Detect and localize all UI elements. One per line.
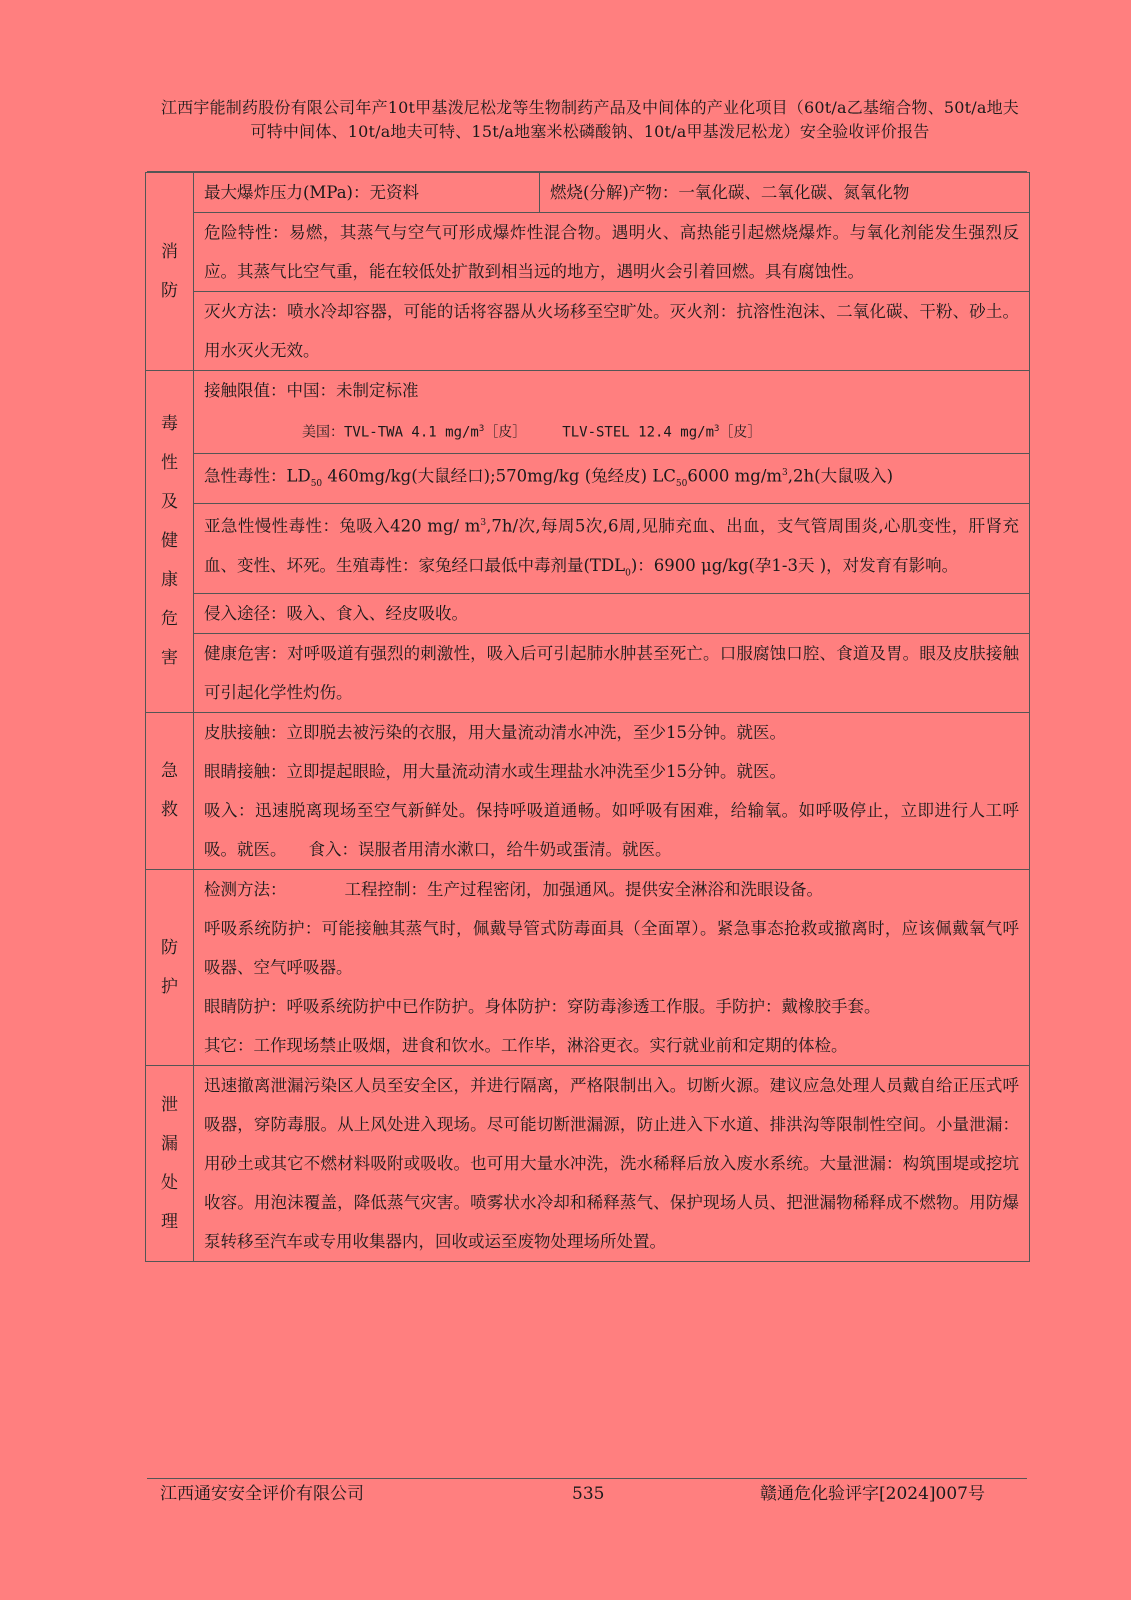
engineering-control-text: 工程控制：生产过程密闭，加强通风。提供安全淋浴和洗眼设备。 xyxy=(344,880,823,900)
acute-sub1: 50 xyxy=(310,478,323,489)
detection-method-text: 检测方法： xyxy=(204,880,287,900)
chronic-b: ,7h/次,每周5次,6周,见肺充血、出血，支气管周围炎,心肌变性，肝肾充血、变性、坏死。生殖毒性：家兔经口最低中毒剂量(TDL xyxy=(204,516,1019,575)
eye-body-protection-text: 眼睛防护：呼吸系统防护中已作防护。身体防护：穿防毒渗透工作服。手防护：戴橡胶手套。 xyxy=(204,997,881,1017)
footer-divider xyxy=(147,1478,1027,1479)
combustion-products-text: 燃烧(分解)产物：一氧化碳、二氧化碳、氮氧化物 xyxy=(550,183,910,202)
chronic-toxicity-line xyxy=(204,504,1019,593)
combustion-products-cell xyxy=(540,173,1030,213)
first-aid-category-label: 急救 xyxy=(161,761,178,821)
limit-stel-sup: 3 xyxy=(714,424,720,434)
footer-page-number: 535 xyxy=(572,1484,605,1504)
inhalation-text: 吸入：迅速脱离现场至空气新鲜处。保持呼吸道通畅。如呼吸有困难，给输氧。如呼吸停止，立即进行人工呼吸。就医。 xyxy=(204,801,1019,860)
max-pressure-text: 最大爆炸压力(MPa)：无资料 xyxy=(204,183,419,202)
tox-row-health xyxy=(146,634,1030,713)
entry-route-cell xyxy=(194,594,1030,634)
limit-us-mid: ［皮］ xyxy=(484,424,527,441)
acute-sub2: 50 xyxy=(675,478,688,489)
toxicity-category-label: 毒性及健康危害 xyxy=(161,414,178,669)
fire-row-hazard xyxy=(146,213,1030,292)
limit-stel-suffix: ［皮］ xyxy=(719,424,762,441)
acute-toxicity-cell xyxy=(194,453,1030,504)
tox-row-acute xyxy=(146,453,1030,504)
fire-row-pressure xyxy=(146,173,1030,213)
first-aid-category-cell xyxy=(146,713,194,870)
fire-category-cell xyxy=(146,173,194,371)
skin-contact-text: 皮肤接触：立即脱去被污染的衣服，用大量流动清水冲洗，至少15分钟。就医。 xyxy=(204,723,786,743)
leak-category-label: 泄漏处理 xyxy=(161,1094,178,1232)
acute-toxicity-line xyxy=(204,454,1019,504)
acute-c: 6000 mg/m xyxy=(687,466,783,486)
extinguish-cell xyxy=(194,292,1030,371)
footer-doc-code: 赣通危化验评字[2024]007号 xyxy=(760,1484,985,1504)
fire-row-extinguish xyxy=(146,292,1030,371)
acute-d: ,2h(大鼠吸入) xyxy=(787,466,894,486)
protection-cell xyxy=(194,870,1030,1066)
limit-us-prefix: 美国：TVL-TWA 4.1 mg/m xyxy=(302,424,479,441)
acute-b: 460mg/kg(大鼠经口);570mg/kg (兔经皮) LC xyxy=(322,466,676,486)
chronic-toxicity-cell xyxy=(194,504,1030,594)
leak-cell xyxy=(194,1066,1030,1262)
tox-row-limits xyxy=(146,371,1030,454)
tox-row-route xyxy=(146,594,1030,634)
health-hazard-cell xyxy=(194,634,1030,713)
protection-category-label: 防护 xyxy=(161,937,178,997)
entry-route-text: 侵入途径：吸入、食入、经皮吸收。 xyxy=(204,604,468,624)
protection-category-cell xyxy=(146,870,194,1066)
limit-us-line xyxy=(204,410,1019,453)
eye-contact-text: 眼睛接触：立即提起眼睑，用大量流动清水或生理盐水冲洗至少15分钟。就医。 xyxy=(204,762,786,782)
safety-data-table xyxy=(145,172,1030,1262)
max-pressure-cell xyxy=(194,173,540,213)
leak-handling-text: 迅速撤离泄漏污染区人员至安全区，并进行隔离，严格限制出入。切断火源。建议应急处理人员戴自给正压式呼吸器，穿防毒服。从上风处进入现场。尽可能切断泄漏源，防止进入下水道、排洪沟等限制性空间。小量泄漏：用砂土或其它不燃材料吸附或吸收。也可用大量水冲洗，洗水稀释后放入废水系统。大量泄漏：构筑围堤或挖坑收容。用泡沫覆盖，降低蒸气灾害。喷雾状水冷却和稀释蒸气、保护现场人员、把泄漏物稀释成不燃物。用防爆泵转移至汽车或专用收集器内，回收或运至废物处理场所处置。 xyxy=(204,1076,1019,1252)
toxicity-category-cell xyxy=(146,371,194,713)
fire-hazard-cell xyxy=(194,213,1030,292)
chronic-sup: 3 xyxy=(480,518,487,529)
acute-sup: 3 xyxy=(782,467,788,478)
report-header-title: 江西宇能制药股份有限公司年产10t甲基泼尼松龙等生物制药产品及中间体的产业化项目（60t/a乙基缩合物、50t/a地夫可特中间体、10t/a地夫可特、15t/a地塞米松磷酸钠、10t/a甲基泼尼松龙）安全验收评价报告 xyxy=(160,98,1020,141)
respiratory-protection-text: 呼吸系统防护：可能接触其蒸气时，佩戴导管式防毒面具（全面罩）。紧急事态抢救或撤离时，应该佩戴氧气呼吸器、空气呼吸器。 xyxy=(204,919,1019,978)
footer-company: 江西通安安全评价有限公司 xyxy=(160,1484,364,1504)
first-aid-row xyxy=(146,713,1030,870)
limit-stel-prefix: TLV-STEL 12.4 mg/m xyxy=(562,424,714,441)
limit-us-sup: 3 xyxy=(478,424,485,434)
exposure-limit-cell xyxy=(194,371,1030,454)
detect-engineering-line xyxy=(204,870,1019,909)
fire-hazard-text: 危险特性：易燃，其蒸气与空气可形成爆炸性混合物。遇明火、高热能引起燃烧爆炸。与氧化剂能发生强烈反应。其蒸气比空气重，能在较低处扩散到相当远的地方，遇明火会引着回燃。具有腐蚀性。 xyxy=(204,223,1019,281)
extinguish-text: 灭火方法：喷水冷却容器，可能的话将容器从火场移至空旷处。灭火剂：抗溶性泡沫、二氧化碳、干粉、砂土。用水灭火无效。 xyxy=(204,302,1019,360)
limit-china-text: 接触限值：中国：未制定标准 xyxy=(204,381,419,400)
other-protection-text: 其它：工作现场禁止吸烟，进食和饮水。工作毕，淋浴更衣。实行就业前和定期的体检。 xyxy=(204,1036,848,1056)
chronic-sub: 0 xyxy=(625,568,631,579)
chronic-a: 亚急性慢性毒性：兔吸入420 mg/ m xyxy=(204,516,481,536)
leak-row xyxy=(146,1066,1030,1262)
acute-a: 急性毒性：LD xyxy=(204,466,311,486)
tox-row-chronic xyxy=(146,504,1030,594)
fire-category-label: 消防 xyxy=(161,241,178,301)
first-aid-cell xyxy=(194,713,1030,870)
protection-row xyxy=(146,870,1030,1066)
inhale-ingest-line xyxy=(204,791,1019,869)
leak-category-cell xyxy=(146,1066,194,1262)
ingestion-text: 食入：误服者用清水漱口，给牛奶或蛋清。就医。 xyxy=(308,840,672,860)
health-hazard-text: 健康危害：对呼吸道有强烈的刺激性，吸入后可引起肺水肿甚至死亡。口服腐蚀口腔、食道及胃。眼及皮肤接触可引起化学性灼伤。 xyxy=(204,644,1019,703)
chronic-c: )：6900 μg/kg(孕1-3天 )，对发育有影响。 xyxy=(630,555,959,575)
